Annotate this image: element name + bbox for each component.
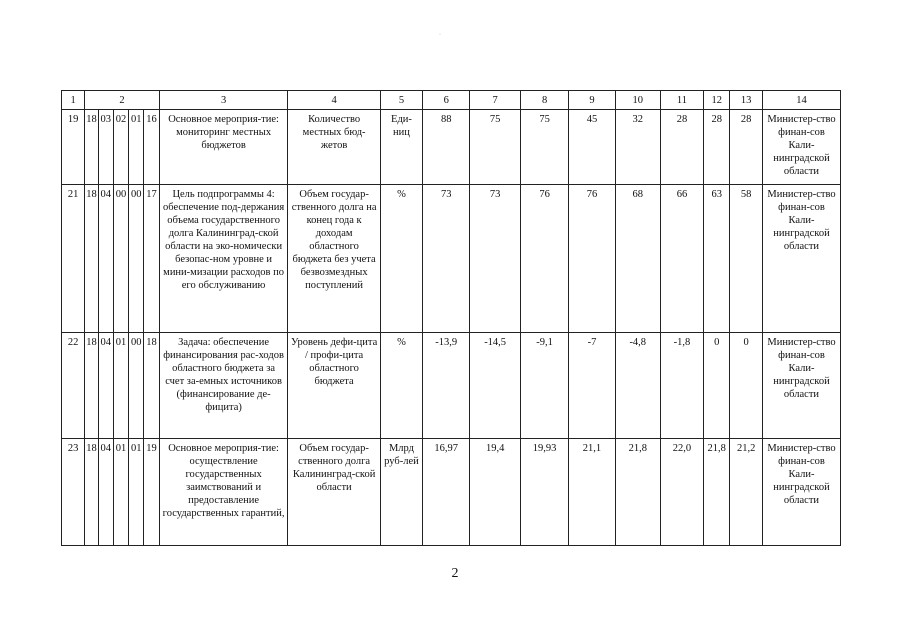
code-cell: 04 bbox=[98, 439, 113, 546]
unit-cell: % bbox=[380, 185, 422, 333]
scan-mark: · bbox=[439, 32, 441, 38]
value-cell: 0 bbox=[730, 333, 763, 439]
value-cell: 21,8 bbox=[615, 439, 660, 546]
code-cell: 02 bbox=[113, 110, 129, 185]
table-row bbox=[62, 110, 841, 185]
header-cell: 9 bbox=[569, 91, 615, 110]
header-cell: 4 bbox=[288, 91, 381, 110]
value-cell: 68 bbox=[615, 185, 660, 333]
value-cell: 16,97 bbox=[423, 439, 470, 546]
row-number: 22 bbox=[62, 333, 85, 439]
value-cell: 66 bbox=[660, 185, 703, 333]
code-cell: 04 bbox=[98, 185, 113, 333]
header-cell: 11 bbox=[660, 91, 703, 110]
header-cell: 14 bbox=[762, 91, 840, 110]
row-number: 23 bbox=[62, 439, 85, 546]
code-cell: 04 bbox=[98, 333, 113, 439]
code-cell: 18 bbox=[85, 110, 99, 185]
value-cell: 75 bbox=[470, 110, 521, 185]
indicator-name: Количество местных бюд-жетов bbox=[288, 110, 381, 185]
value-cell: -1,8 bbox=[660, 333, 703, 439]
code-cell: 00 bbox=[113, 185, 129, 333]
responsible-cell: Министер-ство финан-сов Кали-нинградской области bbox=[762, 110, 840, 185]
value-cell: 75 bbox=[520, 110, 568, 185]
code-cell: 19 bbox=[144, 439, 160, 546]
code-cell: 18 bbox=[144, 333, 160, 439]
row-number: 21 bbox=[62, 185, 85, 333]
indicator-name: Объем государ-ственного долга Калининград-ской области bbox=[288, 439, 381, 546]
value-cell: 28 bbox=[730, 110, 763, 185]
value-cell: 21,8 bbox=[704, 439, 730, 546]
header-cell: 3 bbox=[159, 91, 287, 110]
table-row bbox=[62, 333, 841, 439]
measure-name: Задача: обеспечение финансирования рас-ходов областного бюджета за счет за-емных источников (финансирование де-фицита) bbox=[159, 333, 287, 439]
value-cell: 19,93 bbox=[520, 439, 568, 546]
code-cell: 00 bbox=[129, 185, 144, 333]
header-row bbox=[62, 91, 841, 110]
code-cell: 03 bbox=[98, 110, 113, 185]
header-cell: 6 bbox=[423, 91, 470, 110]
header-cell: 2 bbox=[85, 91, 160, 110]
value-cell: 73 bbox=[470, 185, 521, 333]
header-cell: 7 bbox=[470, 91, 521, 110]
value-cell: 21,1 bbox=[569, 439, 615, 546]
value-cell: 88 bbox=[423, 110, 470, 185]
header-cell: 10 bbox=[615, 91, 660, 110]
value-cell: 21,2 bbox=[730, 439, 763, 546]
value-cell: 19,4 bbox=[470, 439, 521, 546]
header-cell: 13 bbox=[730, 91, 763, 110]
code-cell: 17 bbox=[144, 185, 160, 333]
value-cell: 76 bbox=[520, 185, 568, 333]
code-cell: 01 bbox=[129, 110, 144, 185]
unit-cell: Еди-ниц bbox=[380, 110, 422, 185]
value-cell: -13,9 bbox=[423, 333, 470, 439]
value-cell: 22,0 bbox=[660, 439, 703, 546]
table-row bbox=[62, 439, 841, 546]
value-cell: -7 bbox=[569, 333, 615, 439]
code-cell: 01 bbox=[113, 439, 129, 546]
measure-name: Основное мероприя-тие: мониторинг местных бюджетов bbox=[159, 110, 287, 185]
code-cell: 01 bbox=[129, 439, 144, 546]
code-cell: 01 bbox=[113, 333, 129, 439]
indicator-name: Объем государ-ственного долга на конец года к доходам областного бюджета без учета безвозмездных поступлений bbox=[288, 185, 381, 333]
header-cell: 1 bbox=[62, 91, 85, 110]
code-cell: 00 bbox=[129, 333, 144, 439]
indicators-table bbox=[61, 90, 841, 546]
indicator-name: Уровень дефи-цита / профи-цита областного бюджета bbox=[288, 333, 381, 439]
code-cell: 16 bbox=[144, 110, 160, 185]
header-cell: 12 bbox=[704, 91, 730, 110]
value-cell: 63 bbox=[704, 185, 730, 333]
responsible-cell: Министер-ство финан-сов Кали-нинградской области bbox=[762, 185, 840, 333]
value-cell: -14,5 bbox=[470, 333, 521, 439]
responsible-cell: Министер-ство финан-сов Кали-нинградской области bbox=[762, 333, 840, 439]
row-number: 19 bbox=[62, 110, 85, 185]
measure-name: Цель подпрограммы 4: обеспечение под-держания объема государственного долга Калининград-ской области на эко-номически безопас-ном уровне и мини-мизации расходов по его обслуживанию bbox=[159, 185, 287, 333]
header-cell: 8 bbox=[520, 91, 568, 110]
value-cell: 32 bbox=[615, 110, 660, 185]
code-cell: 18 bbox=[85, 439, 99, 546]
value-cell: 0 bbox=[704, 333, 730, 439]
code-cell: 18 bbox=[85, 185, 99, 333]
value-cell: -9,1 bbox=[520, 333, 568, 439]
code-cell: 18 bbox=[85, 333, 99, 439]
unit-cell: Млрд руб-лей bbox=[380, 439, 422, 546]
value-cell: -4,8 bbox=[615, 333, 660, 439]
measure-name: Основное мероприя-тие: осуществление государственных заимствований и предоставление государственных гарантий, bbox=[159, 439, 287, 546]
value-cell: 28 bbox=[660, 110, 703, 185]
table-row bbox=[62, 185, 841, 333]
value-cell: 28 bbox=[704, 110, 730, 185]
value-cell: 45 bbox=[569, 110, 615, 185]
value-cell: 76 bbox=[569, 185, 615, 333]
value-cell: 58 bbox=[730, 185, 763, 333]
responsible-cell: Министер-ство финан-сов Кали-нинградской области bbox=[762, 439, 840, 546]
unit-cell: % bbox=[380, 333, 422, 439]
header-cell: 5 bbox=[380, 91, 422, 110]
value-cell: 73 bbox=[423, 185, 470, 333]
page-number: 2 bbox=[451, 566, 459, 581]
